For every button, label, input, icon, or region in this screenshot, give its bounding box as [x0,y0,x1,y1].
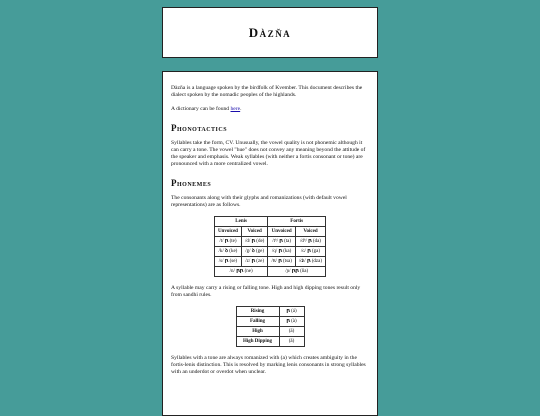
consonant-ipa: /ʣ/ [298,259,306,264]
consonant-table [214,216,326,277]
consonant-glyph: ꝺ [251,248,255,254]
intro-paragraph: Dàzňa is a language spoken by the birdfolk of Kvember. This document describes the dialect spoken by the nomadic peoples of the highlands. [171,85,363,98]
consonant-cell [268,237,296,247]
consonant-cell [214,247,241,257]
consonant-ipa: /t/ [219,239,224,244]
tone-value [279,307,304,317]
consonant-romanization: (ke) [229,249,238,254]
consonant-romanization: (de) [256,239,265,244]
dictionary-text: A dictionary can be found [171,106,231,112]
consonant-row [214,237,325,247]
tone-value [279,327,304,337]
consonant-cell [241,237,267,247]
consonant-romanization: (ga) [312,249,321,254]
fortis-header: Fortis [268,217,326,227]
tone-row [236,317,304,327]
nasal-ipa: /ɲ/ [285,269,291,274]
subheader-fortis-voiced: Voiced [295,227,325,237]
consonant-row [214,247,325,257]
tone-row [236,337,304,347]
nasal-cell [214,267,267,277]
phonemes-heading: Phonemes [171,178,212,188]
consonant-glyph: ꞃ [279,238,283,244]
consonant-glyph: ꞃ [251,238,256,244]
consonant-cell [241,247,267,257]
tone-name: Falling [236,317,279,327]
consonant-ipa: /ʦ/ [271,259,277,264]
dictionary-paragraph [171,106,369,113]
nasal-cell [268,267,326,277]
tone-row [236,327,304,337]
tone-name: High [236,327,279,337]
consonant-romanization: (te) [229,239,237,244]
dictionary-suffix: . [240,106,242,112]
consonant-ipa: /z/ [245,259,251,264]
consonant-cell [268,247,296,257]
consonant-cell [295,237,325,247]
consonant-cell [214,237,241,247]
phonotactics-paragraph: Syllables take the form, CV. Unusually, the vowel quality is not phonemic although it can carry a tone. The vowel "hue" does not convey any meaning beyond the attitude of the speaker and emphasis. Weak syllables (with neither a fortis consonant or tone) are pronounced with a more centralized vowel. [171,140,366,167]
consonant-ipa: /k/ [218,249,224,254]
consonant-glyph: ꝺ [225,248,229,254]
subheader-fortis-unvoiced: Unvoiced [268,227,296,237]
consonant-glyph: ꞃ [308,238,312,244]
nasal-ipa: /n/ [229,269,235,274]
tone-romanization: (á) [291,309,297,314]
tone-name: Rising [236,307,279,317]
phonemes-paragraph: The consonants along with their glyphs and romanizations (with default vowel representations) are as follows. [171,195,347,208]
consonant-romanization: (tsa) [283,259,292,264]
subheader-lenis-unvoiced: Unvoiced [214,227,241,237]
consonant-romanization: (dza) [311,259,323,264]
tone-romanization: (ā) [288,329,295,334]
consonant-ipa: /s/ [218,259,224,264]
consonant-cell [295,247,325,257]
consonant-romanization: (da) [312,239,321,244]
nasal-romanization: (ne) [244,269,253,274]
nasal-romanization: (ňa) [300,269,309,274]
consonant-row [214,267,325,277]
consonant-ipa: /d/ [244,239,251,244]
consonant-row [214,257,325,267]
consonant-glyph: ꞃ [278,258,282,264]
tone-table [236,306,305,347]
subheader-lenis-voiced: Voiced [241,227,267,237]
content-card [162,71,378,416]
consonant-cell [214,257,241,267]
tone-glyph: ꞃ [286,318,290,324]
consonant-romanization: (ze) [256,259,265,264]
consonant-cell [295,257,325,267]
consonant-glyph: ꞃ [224,258,229,264]
consonant-glyph: ꞃ [307,248,311,254]
consonant-cell [241,257,267,267]
title-card [162,7,378,58]
tone-name: High Dipping [236,337,279,347]
tone-value [279,337,304,347]
consonant-glyph: ꞃ [306,258,311,264]
consonant-ipa: /tʰ/ [272,239,278,244]
page-title: Dàzňa [248,24,292,40]
consonant-ipa: /ɢ/ [300,249,306,254]
dictionary-link[interactable]: here [230,106,241,112]
consonant-ipa: /q/ [271,249,278,254]
consonant-romanization: (ta) [284,239,292,244]
romanization-paragraph: Syllables with a tone are always romanized with (a) which creates ambiguity in the fortis-lenis distinction. This is resolved by marking lenis consonants in strong syllables with an underdot or overdot when unclear. [171,355,366,375]
consonant-romanization: (ge) [256,249,265,254]
consonant-ipa: /g/ [245,249,251,254]
tone-value [279,317,304,327]
lenis-header: Lenis [214,217,267,227]
consonant-ipa: /dʰ/ [299,239,307,244]
consonant-romanization: (ka) [283,249,292,254]
tone-row [236,307,304,317]
consonant-cell [268,257,296,267]
consonant-romanization: (se) [229,259,238,264]
nasal-glyph: ꞃꞃ [236,268,244,274]
tone-romanization: (à) [291,319,297,324]
phonotactics-heading: Phonotactics [171,123,228,133]
consonant-glyph: ꞃ [251,258,256,264]
consonant-glyph: ꞃ [278,248,283,254]
nasal-glyph: ꞃꞃ [291,268,299,274]
tone-glyph: ꞃ [286,308,290,314]
tone-romanization: (ǎ) [288,339,295,344]
consonant-glyph: ꞃ [224,238,229,244]
tones-paragraph: A syllable may carry a rising or falling tone. High and high dipping tones result only from sandhi rules. [171,285,361,298]
